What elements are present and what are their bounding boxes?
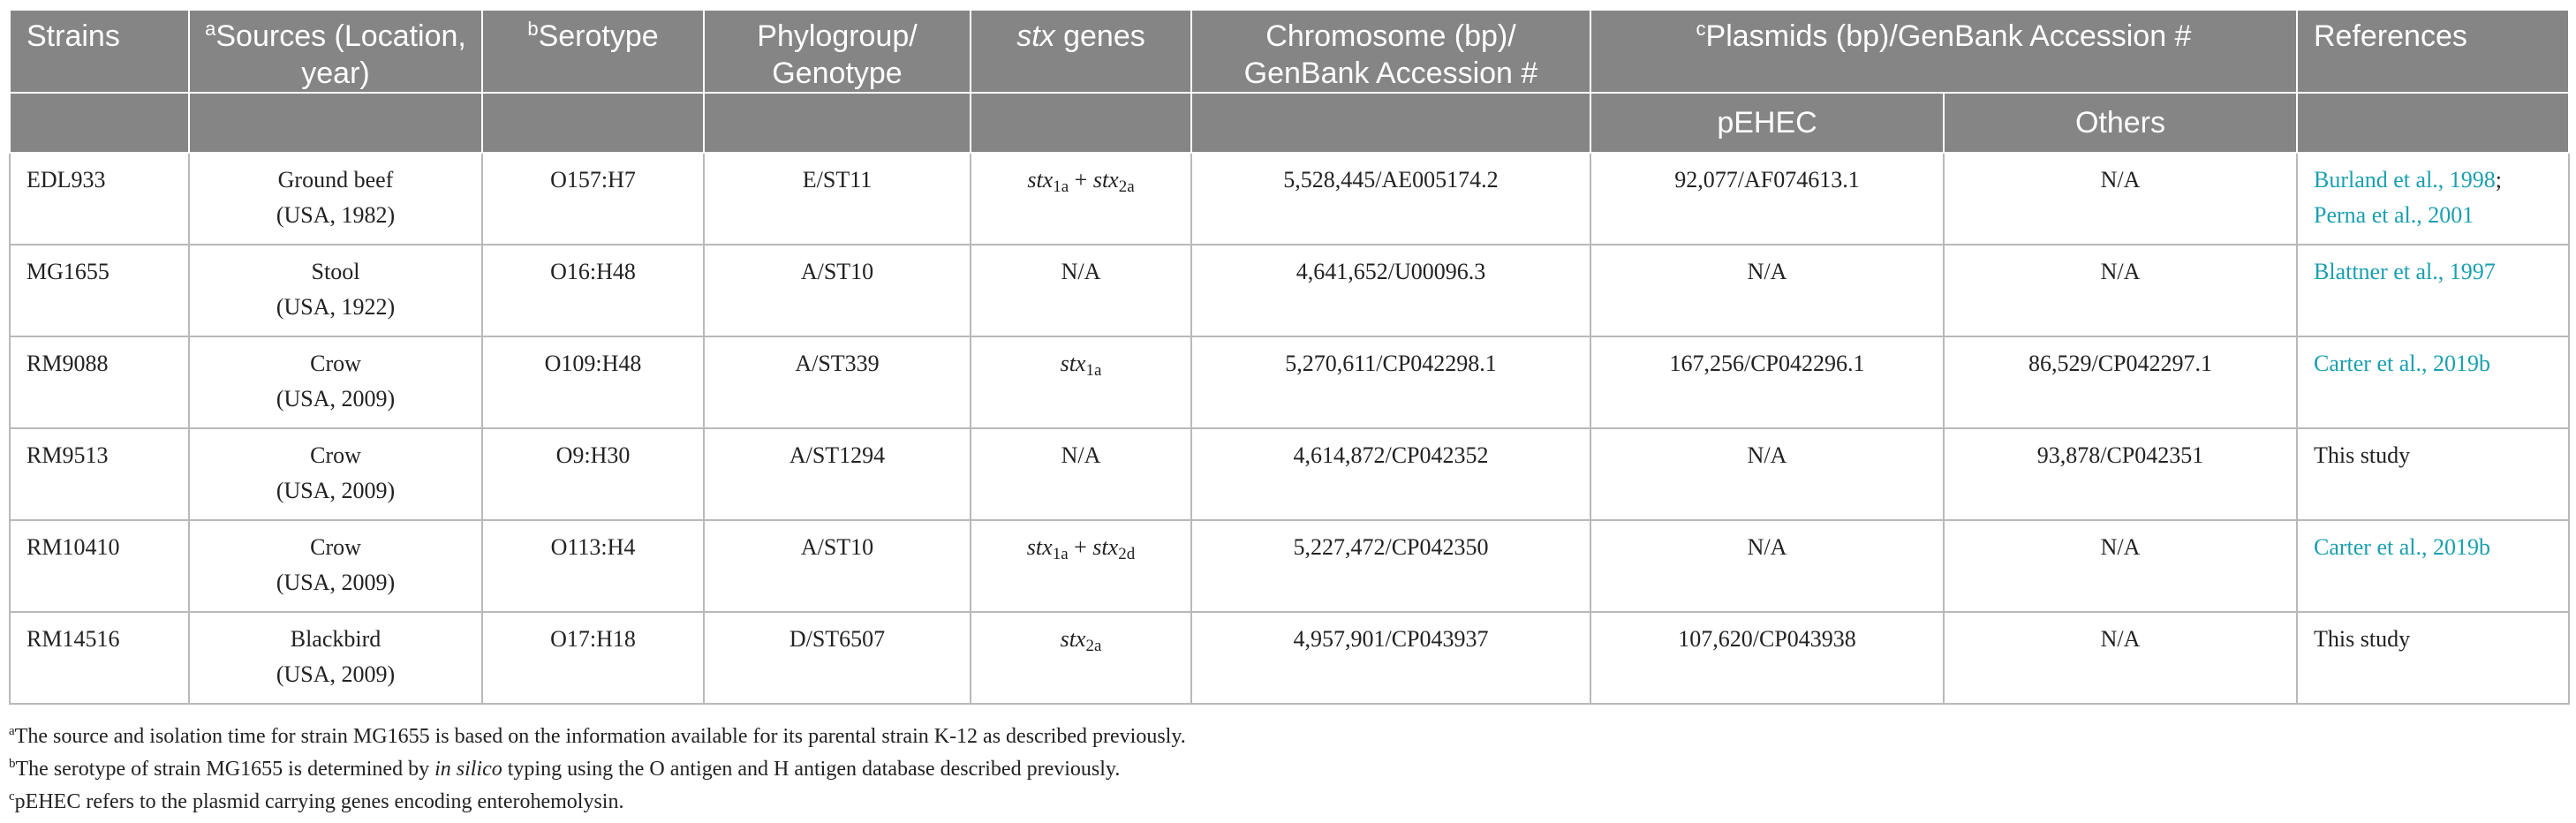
- header-sources-label: Sources (Location, year): [215, 19, 466, 90]
- cell-serotype: O17:H18: [482, 612, 704, 704]
- header-blank: [10, 93, 189, 153]
- cell-phylogroup: E/ST11: [704, 153, 971, 245]
- source-name: Stool: [311, 259, 360, 284]
- source-location-year: (USA, 2009): [276, 478, 396, 503]
- cell-references: [2297, 428, 2569, 520]
- header-row-1: [10, 10, 2569, 93]
- source-location-year: (USA, 2009): [276, 570, 396, 595]
- stx-gene: [1092, 167, 1135, 196]
- stx-gene-subtype: 1a: [1085, 361, 1102, 380]
- source-location-year: (USA, 1982): [276, 202, 396, 228]
- source-location-year: (USA, 2009): [276, 386, 396, 412]
- header-phylogroup: Phylogroup/ Genotype: [704, 10, 971, 93]
- footnote-a: [9, 721, 1186, 753]
- cell-phylogroup: A/ST10: [704, 245, 971, 336]
- cell-source: [189, 153, 482, 245]
- cell-pehec: 107,620/CP043938: [1590, 612, 1944, 704]
- footnote-a-text: The source and isolation time for strain MG1655 is based on the information available for its parental strain K-12 as described previously.: [14, 725, 1186, 748]
- reference-link[interactable]: Perna et al., 2001: [2314, 202, 2474, 228]
- cell-chromosome: 4,614,872/CP042352: [1191, 428, 1590, 520]
- cell-strain: MG1655: [10, 245, 189, 336]
- header-blank: [704, 93, 971, 153]
- table-row: [10, 153, 2569, 245]
- cell-strain: RM14516: [10, 612, 189, 704]
- header-others: Others: [1944, 93, 2297, 153]
- cell-references: [2297, 520, 2569, 612]
- header-blank: [2297, 93, 2569, 153]
- cell-stx-genes: [971, 336, 1191, 428]
- cell-chromosome: 4,957,901/CP043937: [1191, 612, 1590, 704]
- source-name: Crow: [310, 442, 361, 468]
- cell-stx-genes: [971, 428, 1191, 520]
- cell-references: [2297, 245, 2569, 336]
- stx-gene-subtype: 2a: [1085, 637, 1102, 655]
- table-row: [10, 612, 2569, 704]
- stx-gene-base: stx: [1060, 626, 1086, 652]
- strains-table-container: [9, 9, 2568, 705]
- cell-stx-genes: [971, 245, 1191, 336]
- reference-link[interactable]: Blattner et al., 1997: [2314, 259, 2496, 284]
- cell-stx-genes: [971, 153, 1191, 245]
- footnote-b-text-post: typing using the O antigen and H antigen database described previously.: [502, 758, 1121, 781]
- cell-references: [2297, 336, 2569, 428]
- stx-gene-base: stx: [1092, 167, 1119, 193]
- source-location-year: (USA, 1922): [276, 294, 396, 320]
- footnote-c-text: pEHEC refers to the plasmid carrying genes encoding enterohemolysin.: [14, 790, 624, 813]
- table-row: [10, 520, 2569, 612]
- cell-phylogroup: D/ST6507: [704, 612, 971, 704]
- footnote-c: [9, 786, 1186, 819]
- footnote-b-marker: b: [9, 757, 16, 771]
- cell-strain: RM10410: [10, 520, 189, 612]
- cell-serotype: O109:H48: [482, 336, 704, 428]
- stx-gene-subtype: 2a: [1118, 177, 1135, 196]
- footnote-c-marker: c: [9, 789, 15, 804]
- cell-phylogroup: A/ST10: [704, 520, 971, 612]
- cell-others: 93,878/CP042351: [1944, 428, 2297, 520]
- table-row: [10, 336, 2569, 428]
- stx-joiner: +: [1068, 534, 1093, 560]
- cell-pehec: N/A: [1590, 428, 1944, 520]
- stx-gene: [1092, 534, 1136, 563]
- source-name: Ground beef: [277, 167, 394, 193]
- stx-gene-subtype: 1a: [1053, 177, 1069, 196]
- cell-strain: RM9513: [10, 428, 189, 520]
- cell-phylogroup: A/ST339: [704, 336, 971, 428]
- header-plasmids-label: Plasmids (bp)/GenBank Accession #: [1705, 19, 2192, 53]
- footnote-b-italic: in silico: [434, 758, 502, 781]
- stx-gene-base: stx: [1027, 167, 1054, 193]
- cell-pehec: 92,077/AF074613.1: [1590, 153, 1944, 245]
- cell-others: 86,529/CP042297.1: [1944, 336, 2297, 428]
- header-stx-genes: [971, 10, 1191, 93]
- stx-gene: [1026, 534, 1069, 563]
- header-plasmids: [1590, 10, 2297, 93]
- header-blank: [189, 93, 482, 153]
- cell-source: [189, 520, 482, 612]
- cell-others: N/A: [1944, 245, 2297, 336]
- header-stx-italic: stx: [1016, 19, 1055, 53]
- cell-others: N/A: [1944, 612, 2297, 704]
- cell-source: [189, 245, 482, 336]
- header-stx-rest: genes: [1054, 19, 1145, 53]
- header-chromosome: Chromosome (bp)/ GenBank Accession #: [1191, 10, 1590, 93]
- source-name: Crow: [310, 534, 361, 560]
- cell-pehec: 167,256/CP042296.1: [1590, 336, 1944, 428]
- stx-gene: [1027, 167, 1069, 196]
- source-location-year: (USA, 2009): [276, 661, 396, 687]
- cell-serotype: O113:H4: [482, 520, 704, 612]
- cell-pehec: N/A: [1590, 245, 1944, 336]
- header-serotype: [482, 10, 704, 93]
- header-blank: [1191, 93, 1590, 153]
- header-serotype-label: Serotype: [538, 19, 659, 53]
- stx-joiner: +: [1069, 167, 1093, 193]
- cell-source: [189, 428, 482, 520]
- cell-chromosome: 5,528,445/AE005174.2: [1191, 153, 1590, 245]
- source-name: Crow: [310, 351, 361, 376]
- cell-strain: EDL933: [10, 153, 189, 245]
- cell-others: N/A: [1944, 520, 2297, 612]
- cell-chromosome: 5,270,611/CP042298.1: [1191, 336, 1590, 428]
- cell-serotype: O9:H30: [482, 428, 704, 520]
- table-row: [10, 428, 2569, 520]
- cell-stx-genes: [971, 612, 1191, 704]
- cell-chromosome: 4,641,652/U00096.3: [1191, 245, 1590, 336]
- stx-gene: [1060, 351, 1102, 380]
- header-blank: [971, 93, 1191, 153]
- stx-gene-base: stx: [1026, 534, 1053, 560]
- stx-none: N/A: [1061, 442, 1101, 468]
- stx-none: N/A: [1061, 259, 1101, 284]
- reference-link[interactable]: Burland et al., 1998: [2314, 167, 2496, 193]
- header-sources: [189, 10, 482, 93]
- source-name: Blackbird: [290, 626, 381, 652]
- cell-phylogroup: A/ST1294: [704, 428, 971, 520]
- reference-link[interactable]: Carter et al., 2019b: [2314, 351, 2490, 376]
- cell-others: N/A: [1944, 153, 2297, 245]
- stx-gene-base: stx: [1060, 351, 1086, 376]
- header-pehec: pEHEC: [1590, 93, 1944, 153]
- reference-separator: ;: [2495, 167, 2503, 193]
- footnote-b-text-pre: The serotype of strain MG1655 is determined by: [15, 758, 435, 781]
- footnote-marker-b: b: [527, 18, 539, 40]
- cell-pehec: N/A: [1590, 520, 1944, 612]
- table-body: [10, 153, 2569, 704]
- cell-serotype: O157:H7: [482, 153, 704, 245]
- cell-chromosome: 5,227,472/CP042350: [1191, 520, 1590, 612]
- cell-references: [2297, 153, 2569, 245]
- footnotes: [9, 721, 1186, 819]
- stx-gene-subtype: 1a: [1052, 545, 1069, 563]
- header-references: References: [2297, 10, 2569, 93]
- reference-text: This study: [2314, 442, 2411, 468]
- header-strains: Strains: [10, 10, 189, 93]
- stx-gene: [1060, 626, 1102, 655]
- header-row-2: [10, 93, 2569, 153]
- cell-stx-genes: [971, 520, 1191, 612]
- cell-source: [189, 612, 482, 704]
- cell-serotype: O16:H48: [482, 245, 704, 336]
- cell-references: [2297, 612, 2569, 704]
- footnote-marker-c: c: [1696, 18, 1706, 40]
- header-blank: [482, 93, 704, 153]
- table-row: [10, 245, 2569, 336]
- stx-gene-subtype: 2d: [1118, 545, 1136, 563]
- cell-source: [189, 336, 482, 428]
- footnote-b: [9, 753, 1186, 786]
- reference-link[interactable]: Carter et al., 2019b: [2314, 534, 2490, 560]
- strains-table: [9, 9, 2570, 705]
- cell-strain: RM9088: [10, 336, 189, 428]
- footnote-marker-a: a: [205, 18, 216, 40]
- footnote-a-marker: a: [9, 724, 15, 738]
- reference-text: This study: [2314, 626, 2411, 652]
- stx-gene-base: stx: [1092, 534, 1119, 560]
